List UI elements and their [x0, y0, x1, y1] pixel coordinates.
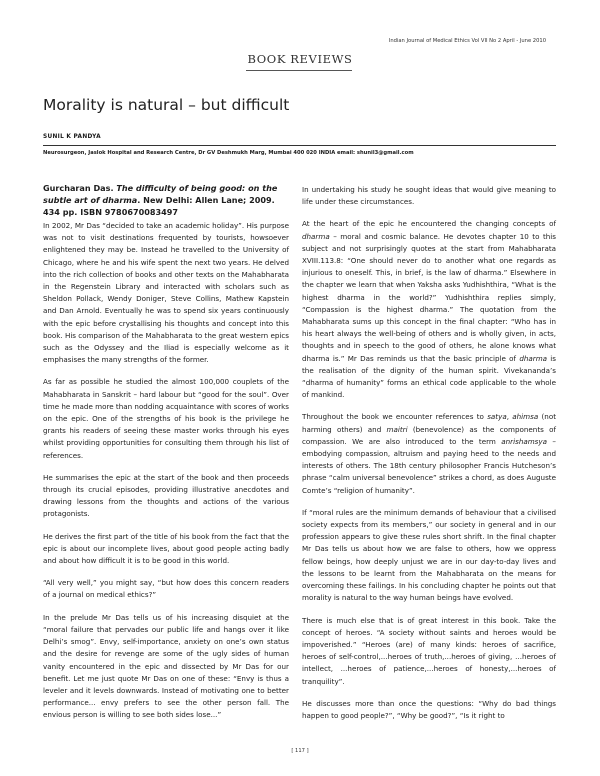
paragraph: He summarises the epic at the start of the book and then proceeds through its crucial episodes, providing illustrative anecdotes and drawing lessons from the thoughts and actions of the various protagonists.: [43, 472, 289, 519]
paragraph: He discusses more than once the questions: “Why do bad things happen to good people?”, “Why be good?”, “Is it right to: [302, 698, 556, 720]
paragraph: He derives the first part of the title of his book from the fact that the epic is about our incomplete lives, about good people acting badly and about how difficult it is to be good in this world.: [43, 531, 289, 566]
author-divider: [43, 145, 556, 146]
paragraph: In the prelude Mr Das tells us of his increasing disquiet at the “moral failure that pervades our public life and hangs over it like Delhi’s smog”. Envy, self-importance, anxiety on one’s own status and the desire for revenge are some of the ugly sides of human vanity encountered in the epic and dissected by Mr Das for our benefit. Let me just quote Mr Das on one of these: “Envy is thus a leveler and it levels downwards. Instead of motivating one to better performance... envy prefers to see the other person fall. The envious person is willing to see both sides lose...”: [43, 612, 289, 720]
paragraph: “All very well,” you might say, “but how does this concern readers of a journal on medical ethics?”: [43, 578, 289, 600]
paragraph: As far as possible he studied the almost 100,000 couplets of the Mahabharata in Sanskrit – hard labour but “good for the soul”. Over time he made more than nodding acquaintance with scores of works on the epic. One of the strengths of his book is the privilege he grants his readers of seeing these master works through his eyes whilst providing opportunities for consulting them through his list of references.: [43, 377, 289, 460]
right-column: [302, 184, 556, 732]
author-affiliation: Neurosurgeon, Jaslok Hospital and Research Centre, Dr GV Deshmukh Marg, Mumbai 400 020 INDIA email: shunil3@gmail.com: [43, 150, 414, 156]
paragraph: There is much else that is of great interest in this book. Take the concept of heroes. “A society without saints and heroes would be impoverished.” “Heroes (are) of many kinds: heroes of sacrifice, heroes of self-control,...heroes of truth,...heroes of giving, ...heroes of intellect, ...heroes of patience,...heroes of honesty,...heroes of tranquility”.: [302, 615, 556, 686]
page-number: [ 117 ]: [291, 748, 309, 754]
left-column: [43, 182, 289, 732]
book-details: . New Delhi: Allen Lane; 2009. 434 pp. ISBN 9780670083497: [43, 195, 275, 217]
article-title: Morality is natural – but difficult: [43, 96, 290, 114]
section-title: BOOK REVIEWS: [247, 52, 353, 66]
book-citation: [43, 182, 289, 218]
paragraph: If “moral rules are the minimum demands of behaviour that a civilised society expects from its members,” our society in general and in our profession appears to give these rules short shrift. In the final chapter Mr Das tells us about how we are false to others, how we oppress fellow beings, how deeply unjust we are in our day-to-day lives and the lessons to be learnt from the Mahabharata on the means for overcoming these failings. In his concluding chapter he points out that morality is natural to the way human beings have evolved.: [302, 507, 556, 603]
paragraph-compassion: Throughout the book we encounter references to satya, ahimsa (not harming others) and maitri (benevolence) as the components of compassion. We are also introduced to the term anrishamsya – embodying compassion, altruism and paying heed to the needs and interests of others. The 18th century philosopher Francis Hutcheson’s phrase “calm universal benevolence” strikes a chord, as does Auguste Comte’s “religion of humanity”.: [302, 412, 557, 495]
journal-header: Indian Journal of Medical Ethics Vol VII No 2 April - June 2010: [388, 38, 546, 44]
paragraph: In undertaking his study he sought ideas that would give meaning to life under these circumstances.: [302, 185, 556, 207]
book-author: Gurcharan Das.: [43, 183, 117, 193]
paragraph: In 2002, Mr Das “decided to take an academic holiday”. His purpose was not to visit destinations frequented by tourists, howsoever enlightened they may be. Instead he travelled to the University of Chicago, where he and his wife spent the next two years. He delved into the rich collection of books and other texts on the Mahabharata in the Regenstein Library and interacted with scholars such as Sheldon Pollack, Wendy Doniger, Steve Collins, Mathew Kapstein and Dan Arnold. Eventually he was to spend six years continuously with the epic before crystallising his thoughts and concept into this book. His comparison of the Mahabharata to the great western epics such as the Odyssey and the Iliad is especially welcome as it emphasises the many strengths of the former.: [43, 221, 289, 365]
author-name: SUNIL K PANDYA: [43, 134, 101, 140]
paragraph-dharma: At the heart of the epic he encountered the changing concepts of dharma – moral and cosmic balance. He devotes chapter 10 to this subject and not surprisingly quotes at the start from Mahabharata XVIII.113.8: “One should never do to another what one regards as injurious to oneself. This, in brief, is the law of dharma.” Elsewhere in the chapter we learn that when Yaksha asks Yudhishthira, “What is the highest dharma in the world?” Yudhishthira replies simply, “Compassion is the highest dharma.” The quotation from the Mahabharata sums up this concept in the final chapter: “Who has in his heart always the well-being of others and is wholly given, in acts, thoughts and in speech to the good of others, he alone knows what dharma is.” Mr Das reminds us that the basic principle of dharma is the realisation of the dignity of the human spirit. Vivekananda’s “dharma of humanity” forms an ethical code applicable to the whole of mankind.: [302, 219, 556, 400]
section-underline: [246, 70, 352, 71]
book-title: The difficulty of being good: on the subtle art of dharma: [43, 183, 278, 205]
